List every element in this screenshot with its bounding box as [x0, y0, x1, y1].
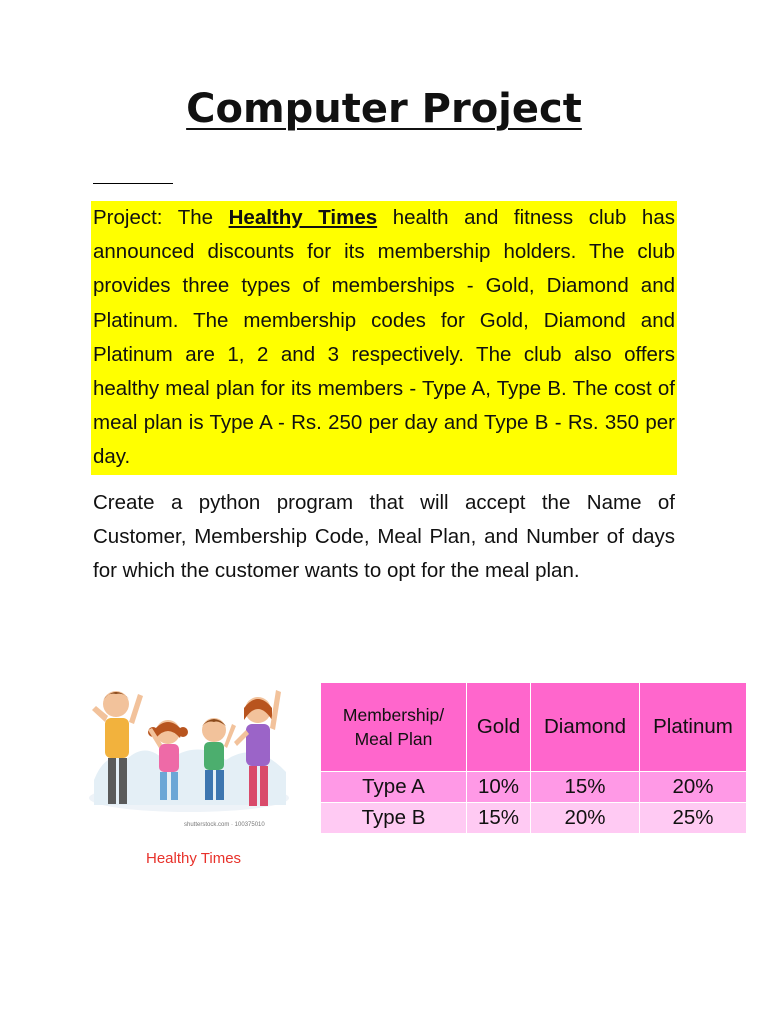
table-row: [321, 803, 747, 834]
row-label: Type A: [321, 772, 467, 803]
divider-line: [93, 183, 173, 184]
cell-value: 10%: [467, 772, 531, 803]
header-membership-meal-plan: [321, 683, 467, 772]
table-row: [321, 772, 747, 803]
task-description: Create a python program that will accept the Name of Customer, Membership Code, Meal Plan, and Number of days for which the customer wants to opt for the meal plan.: [93, 491, 675, 583]
page-title: Computer Project: [186, 86, 582, 132]
header-gold: Gold: [467, 683, 531, 772]
header-first-line1: Membership/: [342, 705, 445, 725]
cell-value: 25%: [640, 803, 747, 834]
intro-body: health and fitness club has announced discounts for its membership holders. The club provides three types of memberships - Gold, Diamond and Platinum. The membership codes for Gold, Diamond and Platinum are 1, 2 and 3 respectively. The club also offers healthy meal plan for its members - Type A, Type B. The cost of meal plan is Type A - Rs. 250 per day and Type B - Rs. 350 per day.: [93, 206, 675, 469]
header-platinum: Platinum: [640, 683, 747, 772]
family-exercise-image: [86, 680, 292, 832]
image-watermark: shutterstock.com · 100375010: [184, 822, 265, 828]
family-exercise-illustration: [86, 680, 292, 832]
project-description: [91, 201, 677, 475]
club-name: Healthy Times: [228, 206, 378, 229]
cell-value: 20%: [640, 772, 747, 803]
header-diamond: Diamond: [531, 683, 640, 772]
intro-prefix: Project: The: [93, 206, 229, 229]
table-header-row: [321, 683, 747, 772]
header-first-line2: Meal Plan: [354, 729, 433, 749]
cell-value: 20%: [531, 803, 640, 834]
image-caption: Healthy Times: [146, 850, 242, 867]
cell-value: 15%: [531, 772, 640, 803]
cell-value: 15%: [467, 803, 531, 834]
discount-table: [320, 682, 747, 834]
row-label: Type B: [321, 803, 467, 834]
